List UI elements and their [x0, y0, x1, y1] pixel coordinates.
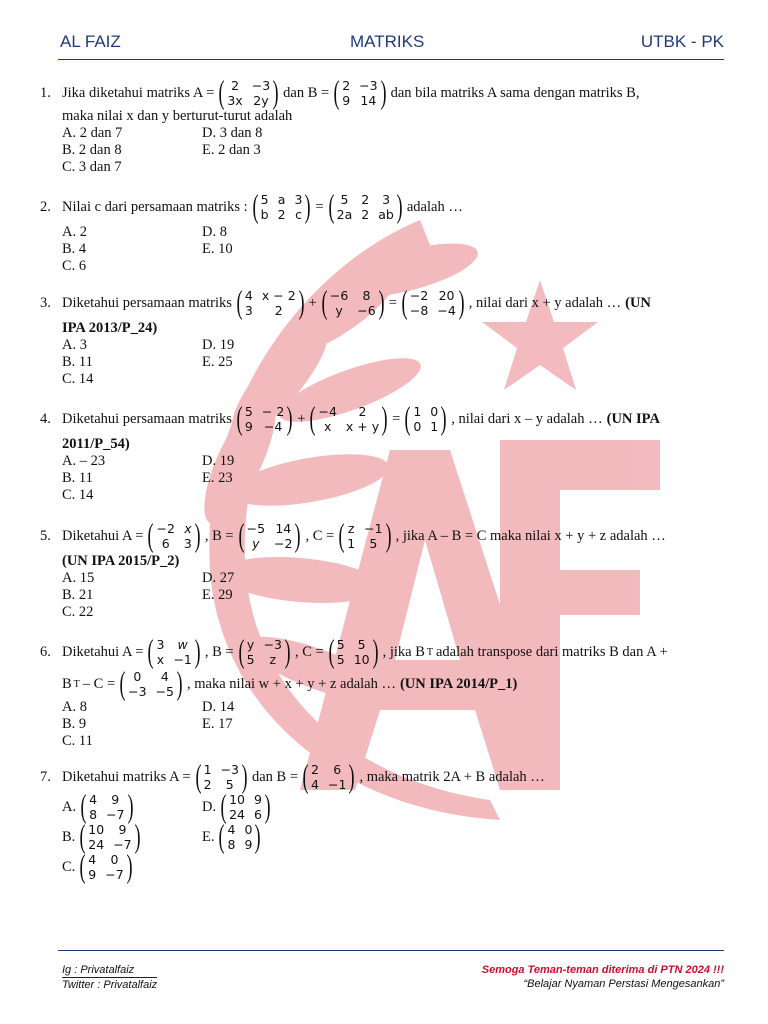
option-c[interactable]: C. 14	[62, 487, 94, 503]
question-7	[40, 759, 730, 885]
option-b[interactable]: B. 11	[62, 470, 93, 486]
footer-rule	[58, 950, 724, 951]
question-text: Nilai c dari persamaan matriks :	[62, 198, 248, 215]
question-number: 5.	[40, 527, 51, 544]
question-text: , C =	[305, 527, 335, 544]
question-text: , B =	[204, 527, 234, 544]
option-e[interactable]: E. 29	[202, 587, 233, 603]
source-label: (UN IPA 2014/P_1)	[399, 675, 518, 692]
option-b[interactable]: B. ( 10 9 24 −7 )	[62, 819, 141, 855]
matrix-result: ( 0 4 −3 −5 )	[119, 666, 183, 702]
option-d[interactable]: D. 3 dan 8	[202, 125, 263, 141]
option-c[interactable]: C. ( 4 0 9 −7 )	[62, 849, 133, 885]
matrix-a: ( 4 x − 2 3 2 )	[236, 285, 305, 321]
header-subject: UTBK - PK	[640, 32, 724, 51]
answer-options	[62, 224, 730, 276]
matrix-b: ( 2 6 4 −1 )	[302, 759, 355, 795]
source-label: (UN	[625, 294, 651, 311]
option-a[interactable]: A. 3	[62, 337, 87, 353]
question-text: Jika diketahui matriks A =	[62, 84, 215, 101]
matrix-a: ( 2 −3 3x 2y )	[218, 75, 279, 111]
question-text: , nilai dari x + y adalah …	[468, 294, 622, 311]
answer-options	[62, 570, 730, 622]
question-2	[40, 189, 730, 276]
option-c[interactable]: C. 11	[62, 733, 93, 749]
question-text: Diketahui matriks A =	[62, 768, 191, 785]
option-a[interactable]: A. 2 dan 7	[62, 125, 123, 141]
question-number: 2.	[40, 198, 51, 215]
matrix-a: ( −2 x 6 3 )	[147, 518, 201, 554]
option-d[interactable]: D. ( 10 9 24 6 )	[202, 789, 271, 825]
option-b[interactable]: B. 9	[62, 716, 87, 732]
option-a[interactable]: A. ( 4 9 8 −7 )	[62, 789, 134, 825]
question-text: Diketahui A =	[62, 643, 144, 660]
question-text: , maka matrik 2A + B adalah …	[359, 768, 545, 785]
option-b[interactable]: B. 2 dan 8	[62, 142, 122, 158]
option-c[interactable]: C. 3 dan 7	[62, 159, 122, 175]
matrix-left: ( 5 a 3 b 2 c )	[252, 189, 312, 225]
transpose-superscript: T	[426, 646, 433, 658]
equals-sign: =	[392, 410, 401, 427]
answer-options	[62, 699, 730, 751]
question-number: 1.	[40, 84, 51, 101]
source-label: (UN IPA	[606, 410, 660, 427]
option-b[interactable]: B. 4	[62, 241, 87, 257]
option-d[interactable]: D. 8	[202, 224, 227, 240]
option-a[interactable]: A. – 23	[62, 453, 106, 469]
question-text: dan B =	[283, 84, 330, 101]
question-text: , jika A – B = C maka nilai x + y + z adalah …	[395, 527, 666, 544]
option-c[interactable]: C. 6	[62, 258, 87, 274]
slogan-line-1: Semoga Teman-teman diterima di PTN 2024 !!!	[481, 964, 724, 976]
option-d[interactable]: D. 19	[202, 453, 235, 469]
question-number: 7.	[40, 768, 51, 785]
transpose-superscript: T	[73, 678, 80, 690]
matrix-a: ( 3 w x −1 )	[147, 634, 201, 670]
option-e[interactable]: E. 23	[202, 470, 233, 486]
option-a[interactable]: A. 2	[62, 224, 87, 240]
matrix-b: ( −5 14 y −2 )	[238, 518, 302, 554]
question-4	[40, 401, 730, 505]
matrix-c: ( −2 20 −8 −4 )	[401, 285, 465, 321]
question-text: adalah …	[406, 198, 463, 215]
question-text: , nilai dari x – y adalah …	[451, 410, 603, 427]
slogan-line-2: “Belajar Nyaman Perstasi Mengesankan”	[523, 978, 724, 990]
question-text: , maka nilai w + x + y + z adalah …	[187, 675, 396, 692]
matrix-a: ( 1 −3 2 5 )	[195, 759, 248, 795]
option-e[interactable]: E. 17	[202, 716, 233, 732]
option-b[interactable]: B. 11	[62, 354, 93, 370]
question-text: dan bila matriks A sama dengan matriks B,	[390, 84, 640, 101]
option-d[interactable]: D. 14	[202, 699, 235, 715]
question-text: , jika B	[382, 643, 425, 660]
question-text: Diketahui A =	[62, 527, 144, 544]
instagram-handle[interactable]: Ig : Privatalfaiz	[62, 963, 157, 978]
source-label: IPA 2013/P_24)	[62, 320, 158, 336]
question-text: Diketahui persamaan matriks	[62, 410, 232, 427]
footer-slogan	[482, 963, 724, 991]
question-3	[40, 285, 730, 389]
plus-sign: +	[297, 410, 306, 427]
question-text: maka nilai x dan y berturut-turut adalah	[62, 108, 293, 124]
source-label: (UN IPA 2015/P_2)	[62, 553, 180, 569]
question-number: 6.	[40, 643, 51, 660]
matrix-b: ( y −3 5 z )	[238, 634, 291, 670]
answer-options	[62, 125, 730, 177]
option-c[interactable]: C. 22	[62, 604, 94, 620]
header-author: AL FAIZ	[60, 32, 121, 51]
question-text: Diketahui persamaan matriks	[62, 294, 232, 311]
option-d[interactable]: D. 19	[202, 337, 235, 353]
option-c[interactable]: C. 14	[62, 371, 94, 387]
option-a[interactable]: A. 8	[62, 699, 87, 715]
question-text: – C =	[82, 675, 116, 692]
option-d[interactable]: D. 27	[202, 570, 235, 586]
question-6	[40, 634, 730, 751]
header-title: MATRIKS	[350, 32, 425, 51]
matrix-c: ( 5 5 5 10 )	[328, 634, 379, 670]
matrix-a: ( 5 − 2 9 −4 )	[236, 401, 293, 437]
matrix-b: ( 2 −3 9 14 )	[333, 75, 387, 111]
answer-options	[62, 789, 730, 885]
header-rule	[58, 59, 724, 60]
option-e[interactable]: E. 25	[202, 354, 233, 370]
question-text: dan B =	[252, 768, 299, 785]
question-text: B	[62, 675, 72, 692]
question-text: adalah transpose dari matriks B dan A +	[436, 643, 668, 660]
equals-sign: =	[388, 294, 397, 311]
matrix-b: ( −6 8 y −6 )	[321, 285, 385, 321]
option-e[interactable]: E. ( 4 0 8 9 )	[202, 819, 261, 855]
matrix-c: ( z −1 1 5 )	[338, 518, 392, 554]
question-text: , B =	[204, 643, 234, 660]
question-number: 4.	[40, 410, 51, 427]
question-5	[40, 518, 730, 622]
matrix-c: ( 1 0 0 1 )	[404, 401, 447, 437]
page-header	[60, 32, 724, 58]
matrix-right: ( 5 2 3 2a 2 ab )	[328, 189, 403, 225]
equals-sign: =	[315, 198, 324, 215]
answer-options	[62, 453, 730, 505]
option-b[interactable]: B. 21	[62, 587, 94, 603]
matrix-b: ( −4 2 x x + y )	[309, 401, 388, 437]
question-1	[40, 75, 730, 177]
question-number: 3.	[40, 294, 51, 311]
question-text: , C =	[295, 643, 324, 660]
social-handles	[62, 963, 157, 992]
option-a[interactable]: A. 15	[62, 570, 95, 586]
option-e[interactable]: E. 2 dan 3	[202, 142, 261, 158]
option-e[interactable]: E. 10	[202, 241, 233, 257]
source-label: 2011/P_54)	[62, 436, 130, 452]
twitter-handle[interactable]: Twitter : Privatalfaiz	[62, 979, 158, 991]
answer-options	[62, 337, 730, 389]
plus-sign: +	[308, 294, 317, 311]
